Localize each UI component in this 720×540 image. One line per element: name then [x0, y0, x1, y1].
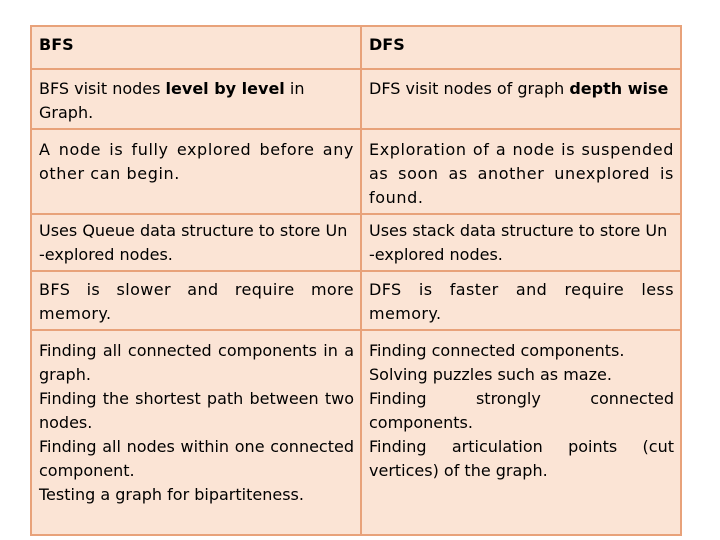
dfs-explore-cell: Exploration of a node is suspended as soon as another unexplored is found. [361, 129, 681, 214]
header-dfs: DFS [361, 26, 681, 69]
header-row [31, 26, 681, 69]
comparison-table [30, 25, 682, 536]
dfs-structure-cell: Uses stack data structure to store Un -explored nodes. [361, 214, 681, 271]
dfs-applications-cell [361, 330, 681, 535]
dfs-speed-cell: DFS is faster and require less memory. [361, 271, 681, 330]
table-row [31, 129, 681, 214]
bfs-applications-cell [31, 330, 361, 535]
header-bfs: BFS [31, 26, 361, 69]
bfs-visit-text-end: in Graph. [39, 79, 305, 122]
dfs-visit-bold: depth wise [569, 79, 669, 98]
table-row [31, 69, 681, 129]
dfs-application: Finding articulation points (cut vertices) of the graph. [369, 437, 674, 480]
dfs-application: Finding connected components. [369, 341, 625, 360]
table-row [31, 330, 681, 535]
dfs-application: Solving puzzles such as maze. [369, 365, 612, 384]
bfs-visit-cell [31, 69, 361, 129]
bfs-visit-text: BFS visit nodes [39, 79, 166, 98]
bfs-application: Finding all connected components in a graph. [39, 341, 354, 384]
bfs-explore-cell: A node is fully explored before any other can begin. [31, 129, 361, 214]
dfs-visit-cell [361, 69, 681, 129]
dfs-visit-text: DFS visit nodes of graph [369, 79, 570, 98]
bfs-application: Testing a graph for bipartiteness. [39, 485, 304, 504]
bfs-application: Finding the shortest path between two nodes. [39, 389, 354, 432]
bfs-application: Finding all nodes within one connected component. [39, 437, 354, 480]
bfs-structure-cell: Uses Queue data structure to store Un -explored nodes. [31, 214, 361, 271]
dfs-application: Finding strongly connected components. [369, 389, 674, 432]
bfs-visit-bold: level by level [165, 79, 285, 98]
bfs-speed-cell: BFS is slower and require more memory. [31, 271, 361, 330]
table-row [31, 271, 681, 330]
table-row [31, 214, 681, 271]
